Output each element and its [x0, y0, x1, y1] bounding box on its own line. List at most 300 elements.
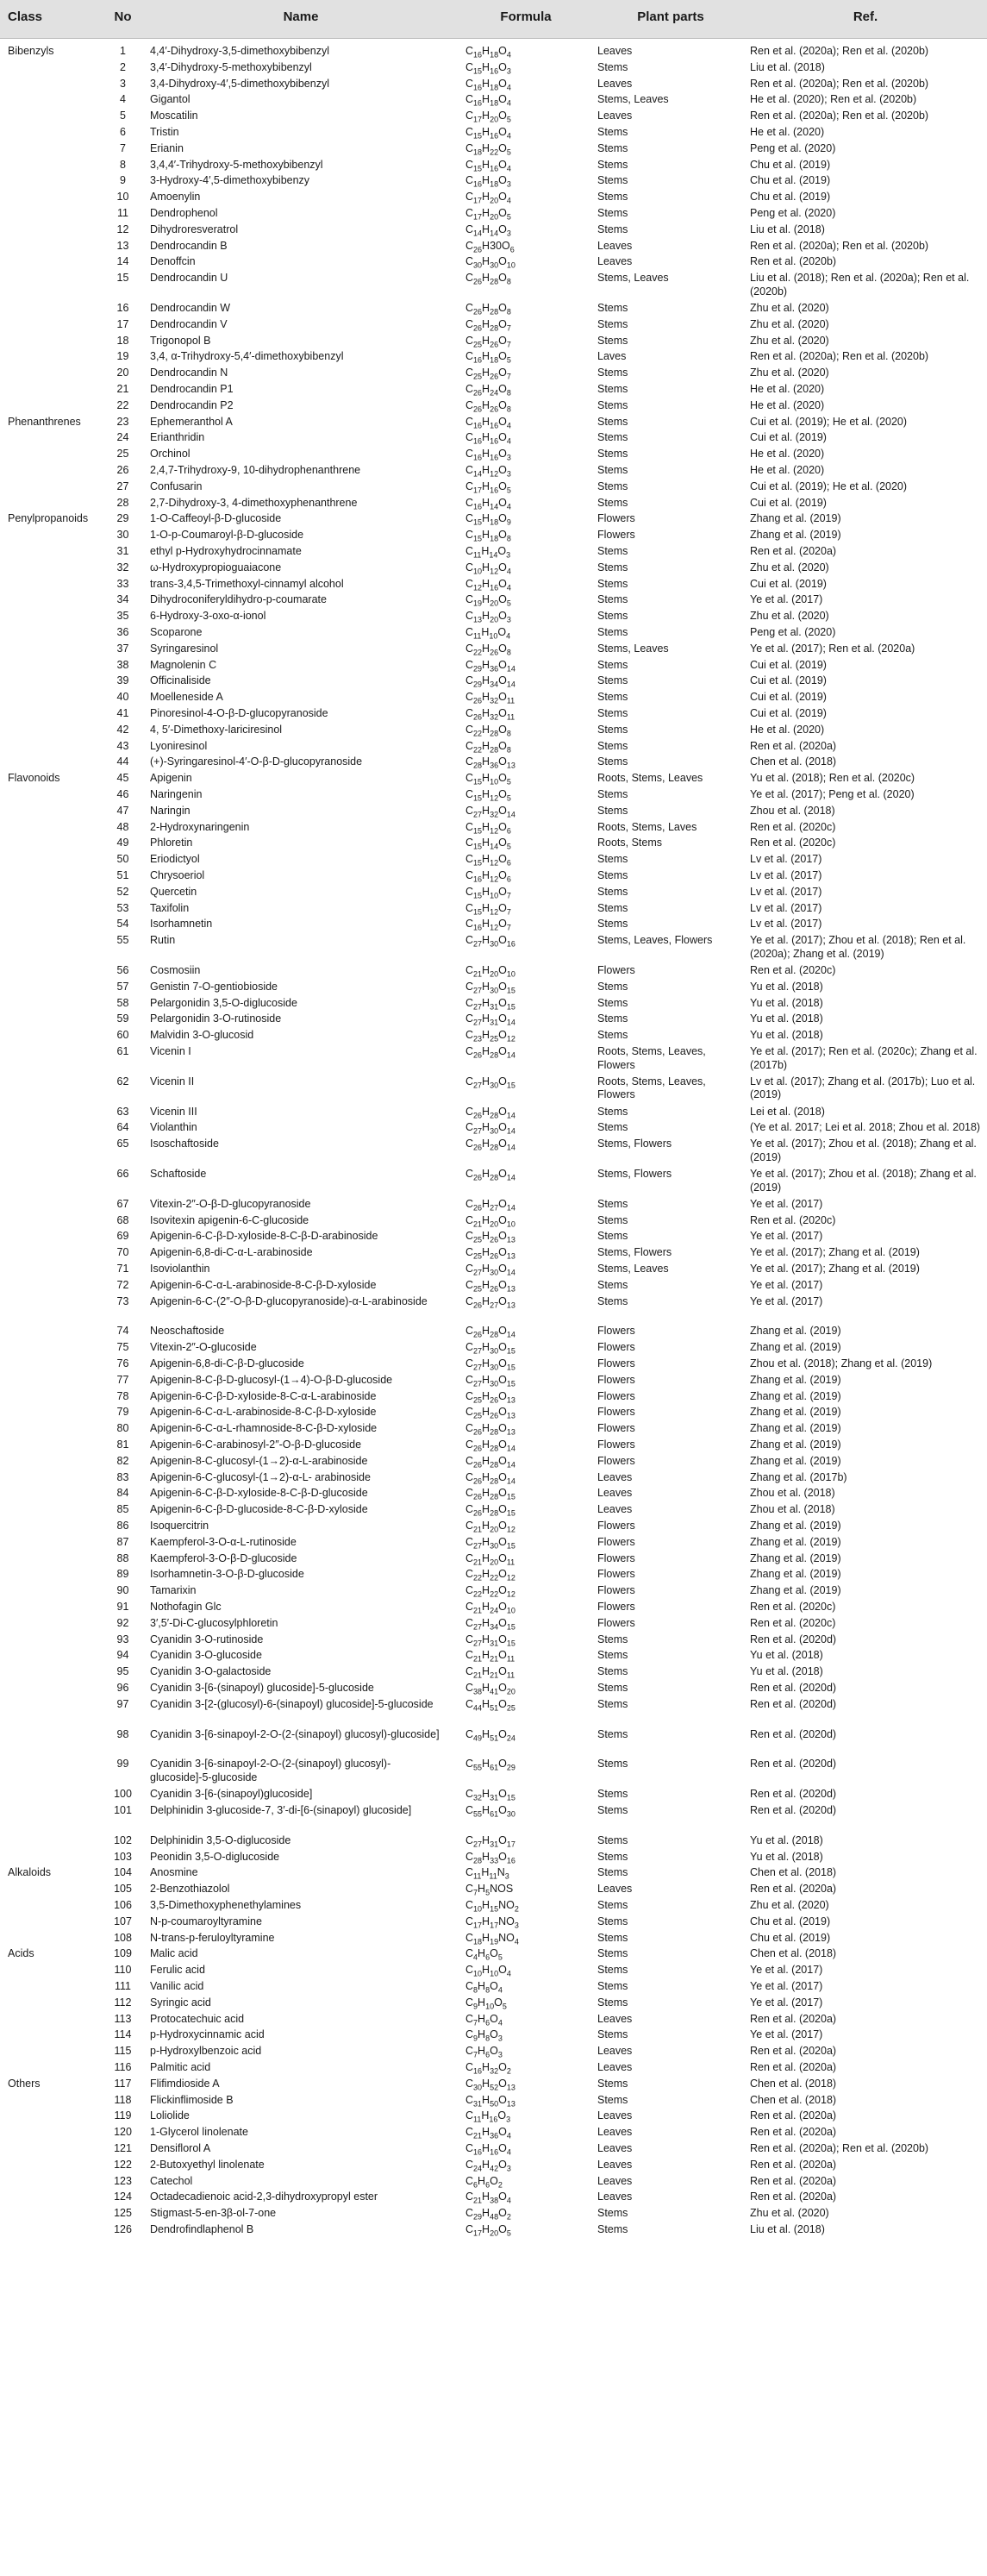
- number-cell: 43: [116, 739, 129, 752]
- plant-parts-cell: Flowers: [597, 1584, 635, 1597]
- compound-name-cell: Apigenin: [150, 772, 192, 785]
- number-cell: 55: [116, 934, 129, 947]
- plant-parts-cell: Stems: [597, 1758, 628, 1771]
- formula-cell: $C_{26}H_{28}O_{14}$: [465, 1438, 515, 1453]
- reference-cell: Cui et al. (2019): [750, 431, 827, 444]
- compound-name-cell: 1-O-Caffeoyl-β-D-glucoside: [150, 512, 282, 525]
- reference-cell: Ren et al. (2020a): [750, 2191, 837, 2203]
- formula-cell: $C_{14}H_{12}O_3$: [465, 464, 511, 479]
- reference-cell: Ren et al. (2020a): [750, 545, 837, 557]
- compound-name-cell: Apigenin-6-C-β-D-xyloside-8-C-α-L-arabinoside: [150, 1389, 377, 1402]
- formula-cell: $C_{22}H_{22}O_{12}$: [465, 1584, 515, 1599]
- reference-cell: Ren et al. (2020c): [750, 1213, 836, 1226]
- compound-name-cell: Cyanidin 3-[2-(glucosyl)-6-(sinapoyl) glucoside]-5-glucoside: [150, 1697, 434, 1710]
- reference-cell: Cui et al. (2019); He et al. (2020): [750, 479, 908, 492]
- number-cell: 92: [116, 1616, 129, 1629]
- number-cell: 101: [114, 1804, 132, 1816]
- compound-name-cell: Moelleneside A: [150, 691, 223, 704]
- reference-cell: Chen et al. (2018): [750, 1947, 837, 1960]
- formula-cell: $C_{16}H_{18}O_3$: [465, 174, 511, 189]
- number-cell: 34: [116, 593, 129, 606]
- compound-name-cell: Ephemeranthol A: [150, 415, 233, 428]
- reference-cell: Cui et al. (2019); He et al. (2020): [750, 415, 908, 428]
- number-cell: 82: [116, 1454, 129, 1467]
- number-cell: 117: [114, 2077, 132, 2090]
- formula-cell: $C_{21}H_{36}O_4$: [465, 2126, 511, 2140]
- plant-parts-cell: Stems: [597, 479, 628, 492]
- number-cell: 94: [116, 1649, 129, 1662]
- reference-cell: Ye et al. (2017); Zhou et al. (2018); Zhang et al. (2019): [750, 1168, 977, 1194]
- number-cell: 39: [116, 674, 129, 687]
- number-cell: 102: [114, 1833, 132, 1846]
- plant-parts-cell: Stems: [597, 1682, 628, 1694]
- compound-name-cell: Pelargonidin 3-O-rutinoside: [150, 1012, 282, 1025]
- reference-cell: Ren et al. (2020d): [750, 1788, 837, 1801]
- number-cell: 96: [116, 1682, 129, 1694]
- formula-cell: $C_{17}H_{16}O_5$: [465, 479, 511, 495]
- compound-name-cell: Confusarin: [150, 479, 203, 492]
- number-cell: 62: [116, 1075, 129, 1087]
- reference-cell: Yu et al. (2018): [750, 980, 823, 993]
- number-cell: 19: [116, 350, 129, 363]
- compound-name-cell: Dendrocandin P1: [150, 383, 234, 395]
- plant-parts-cell: Stems: [597, 207, 628, 219]
- compound-name-cell: Anosmine: [150, 1866, 198, 1879]
- compound-name-cell: Dendrophenol: [150, 207, 218, 219]
- compound-name-cell: Delphinidin 3-glucoside-7, 3′-di-[6-(sinapoyl) glucoside]: [150, 1804, 412, 1816]
- formula-cell: $C_7H_6O_4$: [465, 2012, 503, 2028]
- reference-cell: Zhang et al. (2019): [750, 1568, 841, 1581]
- reference-cell: Zhang et al. (2019): [750, 1535, 841, 1548]
- reference-cell: Ren et al. (2020c): [750, 964, 836, 976]
- compound-name-cell: Cyanidin 3-O-galactoside: [150, 1665, 272, 1678]
- reference-cell: Chen et al. (2018): [750, 1866, 837, 1879]
- number-cell: 67: [116, 1197, 129, 1210]
- number-cell: 52: [116, 885, 129, 898]
- reference-cell: Lv et al. (2017): [750, 918, 822, 931]
- reference-cell: Zhang et al. (2019): [750, 1438, 841, 1451]
- formula-cell: $C_{15}H_{12}O_7$: [465, 901, 511, 917]
- plant-parts-cell: Stems: [597, 853, 628, 866]
- plant-parts-cell: Flowers: [597, 1601, 635, 1613]
- reference-cell: Ye et al. (2017); Zhang et al. (2019): [750, 1246, 920, 1259]
- number-cell: 6: [120, 126, 126, 138]
- formula-cell: $C_{22}H_{26}O_8$: [465, 642, 511, 657]
- number-cell: 32: [116, 561, 129, 573]
- reference-cell: Zhang et al. (2019): [750, 1584, 841, 1597]
- reference-cell: Zhu et al. (2020): [750, 317, 829, 330]
- reference-cell: Ye et al. (2017): [750, 1964, 823, 1977]
- reference-cell: Ren et al. (2020a); Ren et al. (2020b): [750, 77, 929, 90]
- number-cell: 61: [116, 1045, 129, 1057]
- formula-cell: $C_{26}H_{28}O_{14}$: [465, 1454, 515, 1470]
- compound-name-cell: N-p-coumaroyltyramine: [150, 1915, 262, 1927]
- number-cell: 110: [114, 1964, 132, 1977]
- plant-parts-cell: Stems: [597, 1833, 628, 1846]
- reference-cell: He et al. (2020); Ren et al. (2020b): [750, 93, 917, 106]
- header-name: Name: [283, 9, 319, 24]
- reference-cell: Zhou et al. (2018): [750, 1487, 835, 1500]
- reference-cell: Ye et al. (2017): [750, 1980, 823, 1992]
- reference-cell: Lv et al. (2017): [750, 901, 822, 914]
- compound-name-cell: Malvidin 3-O-glucosid: [150, 1029, 254, 1042]
- compound-name-cell: Naringenin: [150, 788, 203, 800]
- plant-parts-cell: Stems: [597, 1980, 628, 1992]
- plant-parts-cell: Leaves: [597, 110, 633, 122]
- plant-parts-cell: Stems: [597, 1012, 628, 1025]
- number-cell: 47: [116, 804, 129, 817]
- number-cell: 17: [116, 317, 129, 330]
- plant-parts-cell: Stems: [597, 2207, 628, 2220]
- compound-name-cell: Chrysoeriol: [150, 869, 205, 881]
- number-cell: 54: [116, 918, 129, 931]
- compound-name-cell: Apigenin-6-C-β-D-xyloside-8-C-β-D-arabinoside: [150, 1230, 378, 1243]
- formula-cell: $C_{21}H_{38}O_4$: [465, 2191, 511, 2205]
- plant-parts-cell: Leaves: [597, 239, 633, 252]
- compound-name-cell: Peonidin 3,5-O-diglucoside: [150, 1850, 280, 1863]
- number-cell: 63: [116, 1105, 129, 1118]
- number-cell: 115: [114, 2045, 132, 2058]
- compound-name-cell: Eriodictyol: [150, 853, 200, 866]
- reference-cell: (Ye et al. 2017; Lei et al. 2018; Zhou et al. 2018): [750, 1121, 981, 1134]
- number-cell: 49: [116, 837, 129, 849]
- plant-parts-cell: Stems: [597, 723, 628, 736]
- formula-cell: $C_{18}H_{22}O_5$: [465, 141, 511, 157]
- plant-parts-cell: Leaves: [597, 1503, 633, 1516]
- number-cell: 66: [116, 1168, 129, 1180]
- reference-cell: Zhou et al. (2018): [750, 804, 835, 817]
- number-cell: 109: [114, 1947, 132, 1960]
- formula-cell: $C_{25}H_{26}O_7$: [465, 334, 511, 349]
- plant-parts-cell: Flowers: [597, 1389, 635, 1402]
- formula-cell: $C_{16}H_{12}O_6$: [465, 869, 511, 884]
- formula-cell: $C_7H_6O_3$: [465, 2045, 503, 2059]
- plant-parts-cell: Flowers: [597, 1438, 635, 1451]
- compound-name-cell: Moscatilin: [150, 110, 198, 122]
- compound-name-cell: ethyl p-Hydroxyhydrocinnamate: [150, 545, 302, 557]
- compound-name-cell: Apigenin-6-C-glucosyl-(1→2)-α-L- arabinoside: [150, 1470, 371, 1483]
- formula-cell: $C_{26}H_{28}O_{14}$: [465, 1325, 515, 1339]
- formula-cell: $C_{49}H_{51}O_{24}$: [465, 1727, 515, 1743]
- reference-cell: Ren et al. (2020d): [750, 1727, 837, 1740]
- plant-parts-cell: Roots, Stems, Laves: [597, 820, 697, 833]
- formula-cell: $C_{24}H_{42}O_3$: [465, 2158, 511, 2173]
- plant-parts-cell: Leaves: [597, 1883, 633, 1896]
- compound-name-cell: Rutin: [150, 934, 176, 947]
- formula-cell: $C_{27}H_{30}O_{14}$: [465, 1121, 515, 1136]
- formula-cell: $C_{26}H_{27}O_{13}$: [465, 1294, 515, 1310]
- reference-cell: Lv et al. (2017): [750, 869, 822, 881]
- number-cell: 56: [116, 964, 129, 976]
- compound-name-cell: Octadecadienoic acid-2,3-dihydroxypropyl ester: [150, 2191, 378, 2203]
- plant-parts-cell: Stems: [597, 1804, 628, 1816]
- number-cell: 65: [116, 1138, 129, 1150]
- formula-cell: $C_{25}H_{26}O_7$: [465, 367, 511, 381]
- reference-cell: Ren et al. (2020d): [750, 1804, 837, 1816]
- reference-cell: Zhang et al. (2017b): [750, 1470, 847, 1483]
- number-cell: 80: [116, 1422, 129, 1435]
- plant-parts-cell: Stems: [597, 1727, 628, 1740]
- formula-cell: $C_{38}H_{41}O_{20}$: [465, 1682, 515, 1696]
- plant-parts-cell: Leaves: [597, 2126, 633, 2139]
- reference-cell: Peng et al. (2020): [750, 141, 836, 154]
- formula-cell: $C_{27}H_{31}O_{17}$: [465, 1833, 515, 1849]
- compound-name-cell: 3,4′-Dihydroxy-5-methoxybibenzyl: [150, 60, 312, 73]
- reference-cell: Ren et al. (2020a): [750, 1883, 837, 1896]
- plant-parts-cell: Stems: [597, 674, 628, 687]
- plant-parts-cell: Flowers: [597, 1535, 635, 1548]
- formula-cell: $C_{28}H_{33}O_{16}$: [465, 1850, 515, 1865]
- formula-cell: $C_{15}H_{10}O_5$: [465, 772, 511, 787]
- compound-name-cell: p-Hydroxylbenzoic acid: [150, 2045, 262, 2058]
- number-cell: 11: [117, 207, 128, 219]
- formula-cell: $C_{19}H_{20}O_5$: [465, 593, 511, 608]
- formula-cell: $C_{27}H_{30}O_{15}$: [465, 1075, 515, 1090]
- formula-cell: $C_{29}H_{36}O_{14}$: [465, 658, 515, 674]
- reference-cell: Ren et al. (2020a); Ren et al. (2020b): [750, 110, 929, 122]
- plant-parts-cell: Stems: [597, 1121, 628, 1134]
- formula-cell: $C_9H_{10}O_5$: [465, 1996, 507, 2011]
- compound-name-cell: Kaempferol-3-O-β-D-glucoside: [150, 1551, 297, 1564]
- plant-parts-cell: Stems, Leaves: [597, 1263, 669, 1275]
- number-cell: 69: [116, 1230, 129, 1243]
- reference-cell: Lv et al. (2017); Zhang et al. (2017b); Luo et al. (2019): [750, 1075, 976, 1101]
- formula-cell: $C_{30}H_{52}O_{13}$: [465, 2077, 515, 2092]
- reference-cell: Cui et al. (2019): [750, 707, 827, 719]
- compound-name-cell: Phloretin: [150, 837, 193, 849]
- compound-name-cell: Apigenin-6-C-β-D-xyloside-8-C-β-D-glucoside: [150, 1487, 368, 1500]
- number-cell: 107: [114, 1915, 132, 1927]
- plant-parts-cell: Stems: [597, 415, 628, 428]
- reference-cell: Liu et al. (2018): [750, 2223, 825, 2235]
- compound-name-cell: Cyanidin 3-[6-(sinapoyl)glucoside]: [150, 1788, 313, 1801]
- number-cell: 22: [116, 398, 129, 411]
- formula-cell: $C_{26}H_{28}O_7$: [465, 317, 511, 333]
- formula-cell: $C_4H_6O_5$: [465, 1947, 503, 1962]
- plant-parts-cell: Stems: [597, 1866, 628, 1879]
- compound-name-cell: Apigenin-6-C-α-L-arabinoside-8-C-β-D-xyloside: [150, 1278, 377, 1291]
- plant-parts-cell: Flowers: [597, 1422, 635, 1435]
- formula-cell: $C_{21}H_{20}O_{12}$: [465, 1520, 515, 1534]
- formula-cell: $C_{16}H_{14}O_4$: [465, 496, 511, 511]
- plant-parts-cell: Flowers: [597, 1520, 635, 1532]
- number-cell: 14: [116, 255, 129, 268]
- compound-name-cell: Neoschaftoside: [150, 1325, 225, 1338]
- compound-name-cell: Quercetin: [150, 885, 197, 898]
- number-cell: 122: [114, 2158, 132, 2171]
- plant-parts-cell: Stems: [597, 2077, 628, 2090]
- reference-cell: Chu et al. (2019): [750, 158, 831, 171]
- number-cell: 50: [116, 853, 129, 866]
- plant-parts-cell: Laves: [597, 350, 627, 363]
- reference-cell: Yu et al. (2018); Ren et al. (2020c): [750, 772, 915, 785]
- reference-cell: Ren et al. (2020d): [750, 1758, 837, 1771]
- formula-cell: $C_{15}H_{12}O_6$: [465, 853, 511, 868]
- reference-cell: He et al. (2020): [750, 723, 825, 736]
- formula-cell: $C_{15}H_{12}O_6$: [465, 820, 511, 836]
- compound-name-cell: Dihydroresveratrol: [150, 223, 239, 235]
- plant-parts-cell: Flowers: [597, 512, 635, 525]
- compound-name-cell: Erianthridin: [150, 431, 205, 444]
- compound-name-cell: Apigenin-6-C-(2″-O-β-D-glucopyranoside)-α-L-arabinoside: [150, 1294, 428, 1307]
- plant-parts-cell: Stems: [597, 658, 628, 671]
- formula-cell: $C_{15}H_{16}O_4$: [465, 158, 511, 173]
- number-cell: 20: [116, 367, 129, 379]
- compound-name-cell: Denoffcin: [150, 255, 196, 268]
- formula-cell: $C_{29}H_{34}O_{14}$: [465, 674, 515, 689]
- plant-parts-cell: Flowers: [597, 1357, 635, 1369]
- plant-parts-cell: Stems: [597, 1029, 628, 1042]
- formula-cell: $C_{26}H_{32}O_{11}$: [465, 691, 515, 705]
- number-cell: 1: [120, 45, 126, 57]
- number-cell: 75: [116, 1341, 129, 1354]
- reference-cell: Zhu et al. (2020): [750, 2207, 829, 2220]
- plant-parts-cell: Stems: [597, 317, 628, 330]
- formula-cell: $C_{44}H_{51}O_{25}$: [465, 1697, 515, 1713]
- number-cell: 26: [116, 464, 129, 476]
- number-cell: 112: [114, 1996, 132, 2009]
- compound-name-cell: Vicenin III: [150, 1105, 197, 1118]
- number-cell: 64: [116, 1121, 129, 1134]
- formula-cell: $C_{16}H_{18}O_4$: [465, 93, 511, 108]
- formula-cell: $C_{26}H_{28}O_{15}$: [465, 1503, 515, 1518]
- number-cell: 59: [116, 1012, 129, 1025]
- number-cell: 98: [116, 1727, 129, 1740]
- formula-cell: $C_{11}H_{16}O_3$: [465, 2109, 511, 2124]
- compound-name-cell: 1-O-p-Coumaroyl-β-D-glucoside: [150, 529, 304, 542]
- compound-name-cell: Dendrocandin N: [150, 367, 228, 379]
- number-cell: 111: [114, 1980, 131, 1992]
- number-cell: 44: [116, 755, 129, 768]
- plant-parts-cell: Stems: [597, 1996, 628, 2009]
- reference-cell: Ren et al. (2020c): [750, 820, 836, 833]
- reference-cell: Cui et al. (2019): [750, 577, 827, 590]
- class-cell: Others: [8, 2077, 41, 2090]
- plant-parts-cell: Stems: [597, 1947, 628, 1960]
- plant-parts-cell: Leaves: [597, 255, 633, 268]
- plant-parts-cell: Stems: [597, 383, 628, 395]
- number-cell: 90: [116, 1584, 129, 1597]
- compound-name-cell: Dendrofindlaphenol B: [150, 2223, 254, 2235]
- reference-cell: Zhang et al. (2019): [750, 1520, 841, 1532]
- number-cell: 2: [120, 60, 126, 73]
- compound-name-cell: 3,5-Dimethoxyphenethylamines: [150, 1899, 302, 1911]
- number-cell: 31: [116, 545, 129, 557]
- reference-cell: Zhang et al. (2019): [750, 1406, 841, 1419]
- formula-cell: $C_{27}H_{30}O_{14}$: [465, 1263, 515, 1277]
- number-cell: 28: [116, 496, 129, 509]
- formula-cell: $C_{15}H_{18}O_9$: [465, 512, 511, 527]
- formula-cell: $C_{22}H_{28}O_8$: [465, 723, 511, 738]
- plant-parts-cell: Stems: [597, 2093, 628, 2106]
- reference-cell: Cui et al. (2019): [750, 691, 827, 704]
- number-cell: 123: [114, 2174, 132, 2187]
- reference-cell: Zhu et al. (2020): [750, 561, 829, 573]
- compound-name-cell: Isovitexin apigenin-6-C-glucoside: [150, 1213, 309, 1226]
- header-no: No: [114, 9, 132, 24]
- compound-name-cell: 2-Butoxyethyl linolenate: [150, 2158, 265, 2171]
- compound-name-cell: trans-3,4,5-Trimethoxyl-cinnamyl alcohol: [150, 577, 344, 590]
- plant-parts-cell: Stems: [597, 1294, 628, 1307]
- plant-parts-cell: Stems: [597, 448, 628, 461]
- formula-cell: $C_{27}H_{30}O_{16}$: [465, 934, 515, 949]
- formula-cell: $C_{18}H_{19}NO_4$: [465, 1931, 519, 1946]
- compound-name-cell: 6-Hydroxy-3-oxo-α-ionol: [150, 610, 266, 623]
- plant-parts-cell: Stems: [597, 126, 628, 138]
- number-cell: 79: [116, 1406, 129, 1419]
- formula-cell: $C_{26}H30O_6$: [465, 239, 515, 254]
- plant-parts-cell: Flowers: [597, 1341, 635, 1354]
- reference-cell: Ye et al. (2017): [750, 2028, 823, 2041]
- reference-cell: Ren et al. (2020b): [750, 255, 837, 268]
- formula-cell: $C_{11}H_{14}O_3$: [465, 545, 511, 560]
- plant-parts-cell: Stems: [597, 1964, 628, 1977]
- compound-name-cell: Isoquercitrin: [150, 1520, 209, 1532]
- plant-parts-cell: Flowers: [597, 1454, 635, 1467]
- number-cell: 23: [116, 415, 129, 428]
- compound-name-cell: N-trans-p-feruloyltyramine: [150, 1931, 275, 1944]
- compound-name-cell: 3,4, α-Trihydroxy-5,4′-dimethoxybibenzyl: [150, 350, 344, 363]
- number-cell: 126: [114, 2223, 132, 2235]
- plant-parts-cell: Stems: [597, 60, 628, 73]
- reference-cell: Yu et al. (2018): [750, 1850, 823, 1863]
- number-cell: 68: [116, 1213, 129, 1226]
- number-cell: 8: [120, 158, 126, 171]
- formula-cell: $C_{27}H_{30}O_{15}$: [465, 1357, 515, 1372]
- formula-cell: $C_{26}H_{27}O_{14}$: [465, 1197, 515, 1213]
- compound-name-cell: Tamarixin: [150, 1584, 197, 1597]
- number-cell: 45: [116, 772, 129, 785]
- number-cell: 51: [116, 869, 129, 881]
- compound-name-cell: 1-Glycerol linolenate: [150, 2126, 248, 2139]
- compound-name-cell: ω-Hydroxypropioguaiacone: [150, 561, 282, 573]
- reference-cell: Liu et al. (2018); Ren et al. (2020a); Ren et al. (2020b): [750, 272, 970, 298]
- reference-cell: Zhang et al. (2019): [750, 1422, 841, 1435]
- reference-cell: Chu et al. (2019): [750, 191, 831, 204]
- compound-name-cell: Flifimdioside A: [150, 2077, 220, 2090]
- compound-name-cell: Cyanidin 3-[6-sinapoyl-2-O-(2-(sinapoyl) glucosyl)-glucoside]-5-glucoside: [150, 1758, 391, 1783]
- formula-cell: $C_{22}H_{22}O_{12}$: [465, 1568, 515, 1583]
- plant-parts-cell: Stems: [597, 885, 628, 898]
- compound-name-cell: Dendrocandin V: [150, 317, 228, 330]
- reference-cell: Zhu et al. (2020): [750, 302, 829, 314]
- formula-cell: $C_{17}H_{17}NO_3$: [465, 1915, 519, 1930]
- compound-name-cell: 2-Hydroxynaringenin: [150, 820, 250, 833]
- reference-cell: Zhu et al. (2020): [750, 610, 829, 623]
- plant-parts-cell: Stems: [597, 593, 628, 606]
- reference-cell: He et al. (2020): [750, 383, 825, 395]
- compound-name-cell: p-Hydroxycinnamic acid: [150, 2028, 265, 2041]
- plant-parts-cell: Stems: [597, 141, 628, 154]
- reference-cell: Ren et al. (2020c): [750, 837, 836, 849]
- plant-parts-cell: Leaves: [597, 77, 633, 90]
- plant-parts-cell: Stems: [597, 334, 628, 347]
- reference-cell: Peng et al. (2020): [750, 207, 836, 219]
- reference-cell: Ren et al. (2020d): [750, 1697, 837, 1710]
- formula-cell: $C_{55}H_{61}O_{30}$: [465, 1804, 515, 1819]
- plant-parts-cell: Stems: [597, 755, 628, 768]
- plant-parts-cell: Flowers: [597, 1551, 635, 1564]
- reference-cell: Liu et al. (2018): [750, 60, 825, 73]
- compound-name-cell: Apigenin-6-C-β-D-glucoside-8-C-β-D-xyloside: [150, 1503, 368, 1516]
- reference-cell: Ye et al. (2017); Zhou et al. (2018); Ren et al. (2020a); Zhang et al. (2019): [750, 934, 966, 960]
- plant-parts-cell: Stems: [597, 561, 628, 573]
- formula-cell: $C_{27}H_{30}O_{15}$: [465, 980, 515, 995]
- number-cell: 33: [116, 577, 129, 590]
- number-cell: 36: [116, 626, 129, 638]
- number-cell: 70: [116, 1246, 129, 1259]
- reference-cell: Zhu et al. (2020): [750, 1899, 829, 1911]
